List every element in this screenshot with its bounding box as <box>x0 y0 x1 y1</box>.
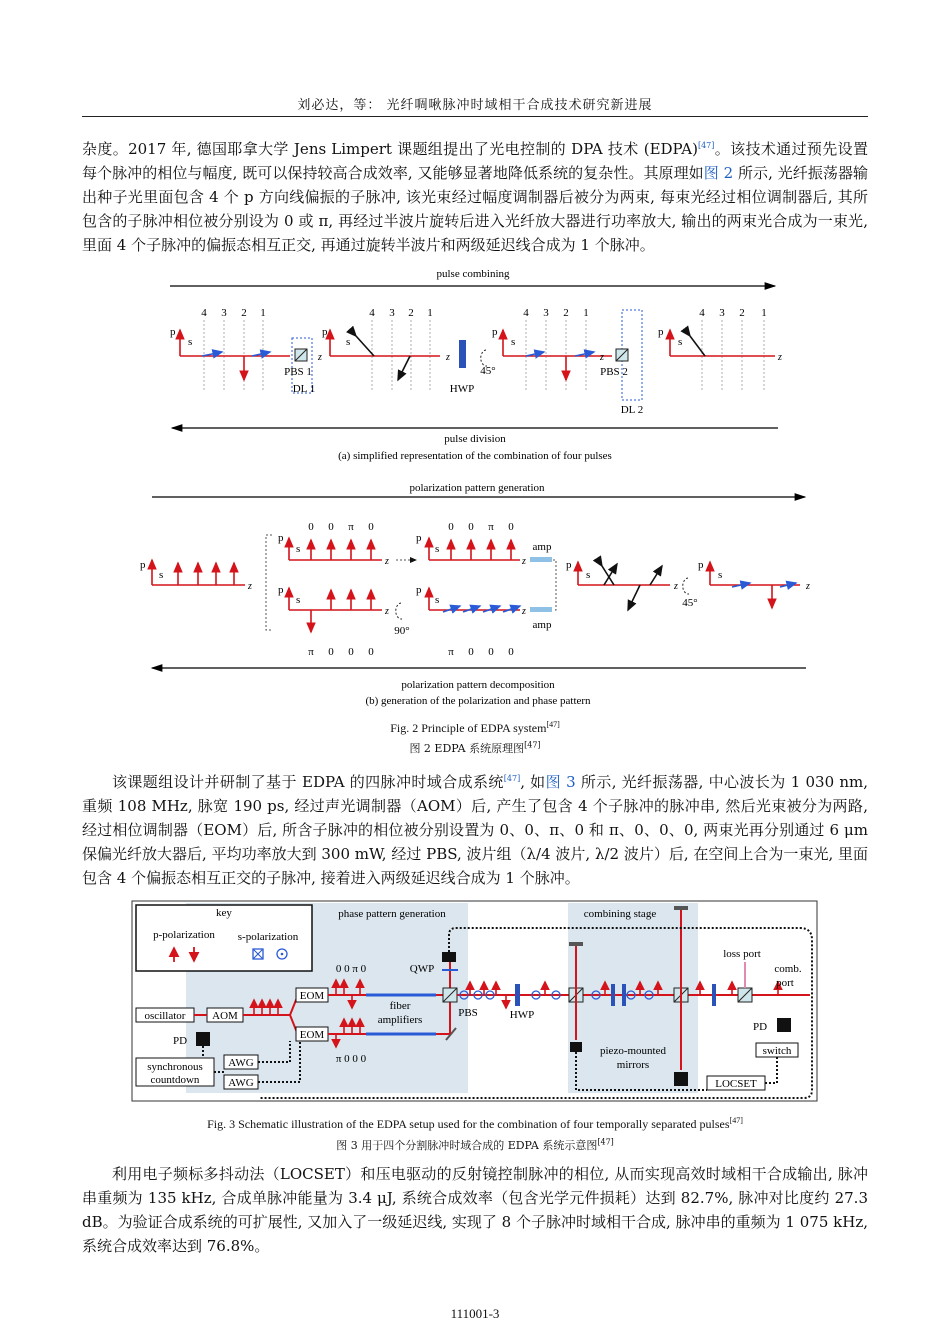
fig2-caption-en: Fig. 2 Principle of EDPA system[47] <box>390 720 560 735</box>
svg-text:0: 0 <box>308 521 314 533</box>
pulse-number: 1 <box>583 307 589 319</box>
svg-text:DL 1: DL 1 <box>292 383 316 395</box>
svg-text:p: p <box>492 326 498 338</box>
svg-text:0 0 π 0: 0 0 π 0 <box>335 963 367 975</box>
pulse-number: 1 <box>427 307 433 319</box>
qwp-mount <box>442 952 456 962</box>
svg-text:z: z <box>385 606 389 617</box>
svg-text:s-polarization: s-polarization <box>237 931 299 943</box>
axes-group-4 <box>658 326 782 363</box>
svg-text:HWP: HWP <box>509 1009 535 1021</box>
svg-text:p: p <box>416 584 422 596</box>
svg-text:0: 0 <box>468 521 474 533</box>
svg-text:countdown: countdown <box>150 1074 200 1086</box>
svg-text:s: s <box>511 336 516 348</box>
svg-text:45°: 45° <box>480 365 496 377</box>
svg-text:π: π <box>308 646 314 658</box>
svg-text:EOM: EOM <box>299 1029 325 1041</box>
citation[interactable]: [47] <box>697 141 715 150</box>
svg-text:amp: amp <box>532 619 552 631</box>
output-axes <box>698 559 810 608</box>
svg-text:s: s <box>435 594 440 606</box>
svg-text:pulse division: pulse division <box>444 433 506 445</box>
svg-text:0: 0 <box>368 646 374 658</box>
svg-text:s: s <box>586 569 591 581</box>
svg-text:polarization pattern generatio: polarization pattern generation <box>409 482 545 494</box>
figure-2 <box>0 260 950 760</box>
svg-text:oscillator: oscillator <box>144 1010 186 1022</box>
piezo-mirror-1 <box>569 942 583 946</box>
svg-text:s: s <box>678 336 683 348</box>
svg-text:mirrors: mirrors <box>616 1059 650 1071</box>
fig2-caption-zh: 图 2 EDPA 系统原理图[47] <box>409 740 541 755</box>
hwp-plate <box>459 340 466 368</box>
pulse-number: 2 <box>563 307 569 319</box>
svg-text:s: s <box>159 569 164 581</box>
svg-text:s: s <box>346 336 351 348</box>
svg-text:synchronous: synchronous <box>147 1061 203 1073</box>
svg-text:s: s <box>435 543 440 555</box>
axes-group-3 <box>492 326 612 380</box>
piezo-mirror-2 <box>674 906 688 910</box>
svg-text:p: p <box>278 584 284 596</box>
pulse-number: 4 <box>699 307 705 319</box>
figure-3-link[interactable]: 图 3 <box>545 773 576 791</box>
axes-group-1 <box>170 326 290 380</box>
svg-text:z: z <box>385 556 389 567</box>
svg-text:port: port <box>776 977 794 989</box>
svg-text:phase pattern generation: phase pattern generation <box>338 908 446 920</box>
seed-axes <box>140 559 252 592</box>
svg-text:0: 0 <box>348 646 354 658</box>
svg-text:amp: amp <box>532 541 552 553</box>
svg-text:p: p <box>658 326 664 338</box>
pulse-number: 3 <box>389 307 395 319</box>
svg-text:0: 0 <box>448 521 454 533</box>
svg-text:AWG: AWG <box>228 1077 254 1089</box>
svg-text:0: 0 <box>488 646 494 658</box>
pulse-number: 2 <box>241 307 247 319</box>
svg-text:s: s <box>718 569 723 581</box>
top-branch-axes <box>278 532 526 567</box>
svg-text:AWG: AWG <box>228 1057 254 1069</box>
svg-text:PD: PD <box>172 1035 188 1047</box>
rotation-icon <box>481 350 487 366</box>
running-title: 刘必达，等： 光纤啁啾脉冲时域相干合成技术研究新进展 <box>297 98 653 113</box>
svg-text:QWP: QWP <box>409 963 435 975</box>
svg-text:0: 0 <box>328 646 334 658</box>
pulse-number: 3 <box>719 307 725 319</box>
svg-text:s: s <box>296 543 301 555</box>
figure-2-link[interactable]: 图 2 <box>703 164 734 182</box>
svg-text:PD: PD <box>752 1021 768 1033</box>
figure-3 <box>0 896 950 1106</box>
svg-text:polarization pattern decomposi: polarization pattern decomposition <box>401 679 555 691</box>
svg-text:p-polarization: p-polarization <box>153 929 215 941</box>
pulse-number: 4 <box>523 307 529 319</box>
svg-text:s: s <box>188 336 193 348</box>
svg-text:piezo-mounted: piezo-mounted <box>600 1045 666 1057</box>
svg-text:HWP: HWP <box>449 383 475 395</box>
paragraph-2: 该课题组设计并研制了基于 EDPA 的四脉冲时域合成系统[47], 如图 3 所示, 光纤振荡器, 中心波长为 1 030 nm, 重频 108 MHz, 脉宽 190 ps, 经过声光调制器（AOM）后, 产生了包含 4 个子脉冲的脉冲串, 然后光束被分为两路, 经过相位调制器（EOM）后, 所含子脉冲的相位被分别设置为 0、0、π、0 和 π、0、0、0, 两束光再分别通过 6 μm 保偏光纤放大器后, 平均功率放大到 300 mW, 经过 PBS, 波片组（λ/4 波片, λ/2 波片）后, 在空间上合为一束光, 里面包含 4 个偏振态相互正交的子脉冲, 接着进入两级延迟线合成为 1 个脉冲。 <box>82 773 868 887</box>
svg-text:z: z <box>446 352 450 363</box>
pulse-number: 3 <box>221 307 227 319</box>
svg-text:π: π <box>448 646 454 658</box>
svg-text:PBS 2: PBS 2 <box>600 366 628 378</box>
svg-text:z: z <box>778 352 782 363</box>
pulse-number: 3 <box>543 307 549 319</box>
svg-text:EOM: EOM <box>299 990 325 1002</box>
pd-right-icon <box>777 1018 791 1032</box>
svg-text:z: z <box>674 581 678 592</box>
svg-text:π: π <box>348 521 354 533</box>
fig2a-caption: (a) simplified representation of the combination of four pulses <box>338 450 612 462</box>
combined-axes <box>566 559 678 610</box>
pulse-number: 1 <box>260 307 266 319</box>
svg-text:p: p <box>698 559 704 571</box>
svg-text:0: 0 <box>508 646 514 658</box>
svg-text:LOCSET: LOCSET <box>715 1078 757 1090</box>
fig3-caption-en: Fig. 3 Schematic illustration of the EDPA setup used for the combination of four temporally separated pulses[47] <box>207 1116 743 1131</box>
svg-text:switch: switch <box>762 1045 792 1057</box>
axes-group-2 <box>322 326 450 380</box>
svg-text:amplifiers: amplifiers <box>377 1014 423 1026</box>
svg-text:z: z <box>248 581 252 592</box>
svg-text:z: z <box>600 352 604 363</box>
svg-text:0: 0 <box>328 521 334 533</box>
svg-text:π: π <box>488 521 494 533</box>
svg-text:key: key <box>216 907 232 919</box>
header-rule <box>82 116 868 117</box>
svg-text:comb.: comb. <box>774 963 802 975</box>
svg-text:fiber: fiber <box>389 1000 411 1012</box>
amp-bottom <box>530 607 552 612</box>
svg-text:p: p <box>566 559 572 571</box>
svg-text:0: 0 <box>508 521 514 533</box>
pulse-number: 4 <box>201 307 207 319</box>
svg-text:90°: 90° <box>394 625 410 637</box>
page-number: 111001-3 <box>450 1306 500 1321</box>
svg-text:PBS: PBS <box>458 1007 478 1019</box>
hwp-plate <box>515 984 520 1006</box>
paragraph-1: 杂度。2017 年, 德国耶拿大学 Jens Limpert 课题组提出了光电控制的 DPA 技术 (EDPA)[47]。该技术通过预先设置每个脉冲的相位与幅度, 既可以保持较高合成效率, 又能够显著地降低系统的复杂性。其原理如图 2 所示, 光纤振荡器输出种子光里面包含 4 个 p 方向线偏振的子脉冲, 该光束经过幅度调制器后被分为两束, 每束光经过相位调制器后, 其所包含的子脉冲相位被分别设为 0 或 π, 再经过半波片旋转后进入光纤放大器进行功率放大, 输出的两束光合成为一束光, 里面 4 个子脉冲的偏振态相互正交, 再通过旋转半波片和两级延迟线合成为 1 个脉冲。 <box>82 140 869 254</box>
svg-text:AOM: AOM <box>212 1010 238 1022</box>
svg-text:45°: 45° <box>682 597 698 609</box>
svg-text:p: p <box>416 532 422 544</box>
svg-text:p: p <box>170 326 176 338</box>
svg-text:z: z <box>522 606 526 617</box>
svg-text:p: p <box>278 532 284 544</box>
pulse-number: 2 <box>739 307 745 319</box>
svg-text:PBS 1: PBS 1 <box>284 366 312 378</box>
svg-text:z: z <box>318 352 322 363</box>
svg-text:p: p <box>322 326 328 338</box>
paragraph-3: 利用电子频标多抖动法（LOCSET）和压电驱动的反射镜控制脉冲的相位, 从而实现高效时域相干合成输出, 脉冲串重频为 135 kHz, 合成单脉冲能量为 3.4 μJ, 系统合成效率（包含光学元件损耗）达到 82.7%, 脉冲对比度约 27.3 dB。为验证合成系统的可扩展性, 又加入了一级延迟线, 实现了 8 个子脉冲时域相干合成, 脉冲串的重频为 1 075 kHz, 系统合成效率达到 76.8%。 <box>82 1165 868 1255</box>
svg-text:0: 0 <box>468 646 474 658</box>
svg-text:loss port: loss port <box>723 948 761 960</box>
pulse-number: 2 <box>408 307 414 319</box>
svg-text:combining stage: combining stage <box>583 908 657 920</box>
amp-top <box>530 557 552 562</box>
pulse-number: 1 <box>761 307 767 319</box>
pulse-number: 4 <box>369 307 375 319</box>
svg-text:0: 0 <box>368 521 374 533</box>
pulse-combining-label: pulse combining <box>436 268 510 280</box>
svg-text:s: s <box>296 594 301 606</box>
svg-text:z: z <box>522 556 526 567</box>
citation[interactable]: [47] <box>503 774 521 783</box>
svg-text:π 0 0 0: π 0 0 0 <box>335 1053 367 1065</box>
fig3-caption-zh: 图 3 用于四个分割脉冲时域合成的 EDPA 系统示意图[47] <box>336 1137 614 1152</box>
svg-text:z: z <box>806 581 810 592</box>
svg-text:DL 2: DL 2 <box>620 404 644 416</box>
svg-text:p: p <box>140 559 146 571</box>
fig2b-caption: (b) generation of the polarization and phase pattern <box>365 695 591 707</box>
pd-left-icon <box>196 1032 210 1046</box>
